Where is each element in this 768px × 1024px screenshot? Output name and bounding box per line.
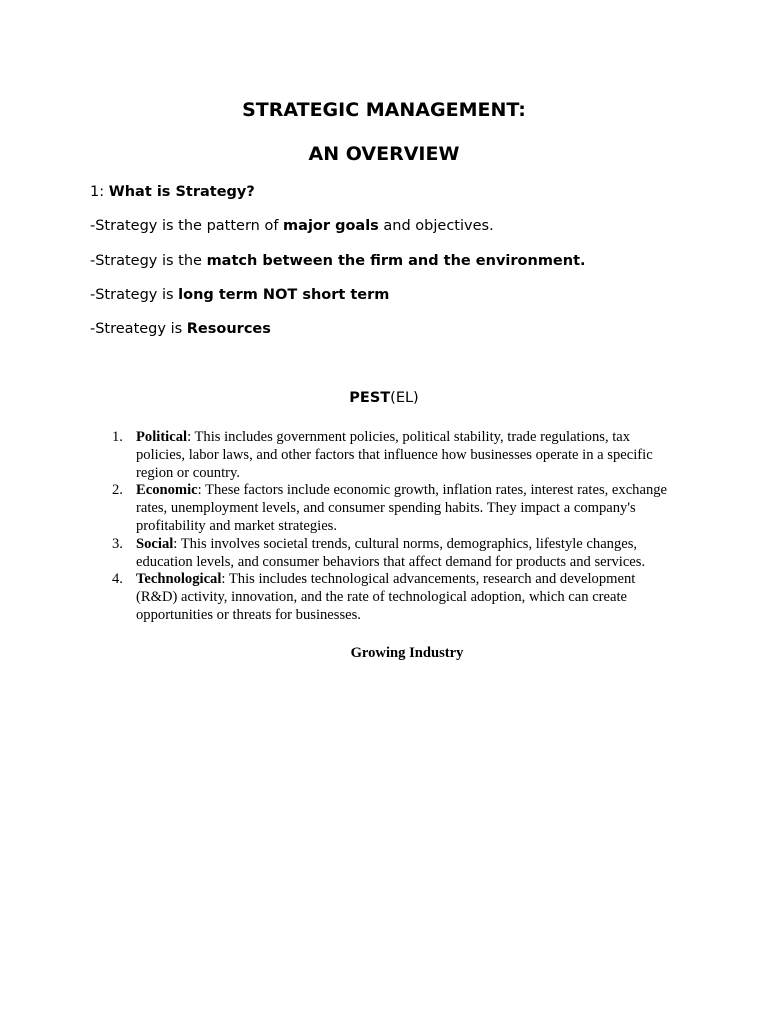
factor-description: : These factors include economic growth, inflation rates, interest rates, exchange rates, unemployment levels, and consumer spending habits. They impact a company's profitability and market strategies. [136, 482, 668, 534]
list-item-number: 4. [112, 571, 123, 588]
document-title-line-2: AN OVERVIEW [308, 143, 460, 165]
statement-prefix: -Streategy is [90, 321, 187, 337]
statement-emphasis: long term NOT short term [178, 287, 390, 303]
statement-prefix: -Strategy is [90, 287, 179, 303]
document-title-line-1: STRATEGIC MANAGEMENT: [242, 99, 526, 121]
factor-description: : This includes technological advancements, research and development (R&D) activity, innovation, and the rate of technological adoption, which can create opportunities or threats for businesses. [136, 571, 636, 623]
pest-heading [0, 388, 768, 408]
statement-emphasis: Resources [186, 321, 271, 337]
question-heading [90, 182, 255, 202]
statement-prefix: -Strategy is the [90, 253, 207, 269]
factor-term: Economic [136, 482, 198, 499]
strategy-statement [90, 251, 586, 271]
factor-description: : This includes government policies, political stability, trade regulations, tax policies, labor laws, and other factors that influence how businesses operate in a specific region or country. [136, 429, 653, 481]
factor-term: Social [136, 535, 174, 552]
factor-term: Political [136, 429, 188, 445]
list-item-number: 2. [112, 482, 123, 499]
pest-factor-list [104, 429, 676, 625]
statement-prefix: -Strategy is the pattern of [90, 218, 284, 234]
section-heading: Growing Industry [350, 645, 464, 661]
statement-emphasis: match between the firm and the environment. [206, 253, 586, 269]
list-item [104, 571, 676, 624]
pest-heading-bold: PEST [349, 390, 391, 406]
list-item [104, 536, 676, 572]
factor-term: Technological [136, 571, 222, 588]
statement-emphasis: major goals [283, 218, 379, 234]
strategy-statement [90, 285, 389, 305]
list-item [104, 429, 676, 482]
list-item-number: 3. [112, 535, 123, 552]
list-item-number: 1. [112, 429, 123, 445]
strategy-statement [90, 319, 271, 339]
question-number: 1: [90, 184, 105, 200]
list-item [104, 482, 676, 535]
statement-suffix: and objectives. [378, 218, 494, 234]
question-text: What is Strategy? [108, 184, 255, 200]
pest-heading-suffix: (EL) [390, 390, 419, 406]
factor-description: : This involves societal trends, cultural norms, demographics, lifestyle changes, education levels, and consumer behaviors that affect demand for products and services. [136, 535, 646, 570]
strategy-statement [90, 216, 494, 236]
